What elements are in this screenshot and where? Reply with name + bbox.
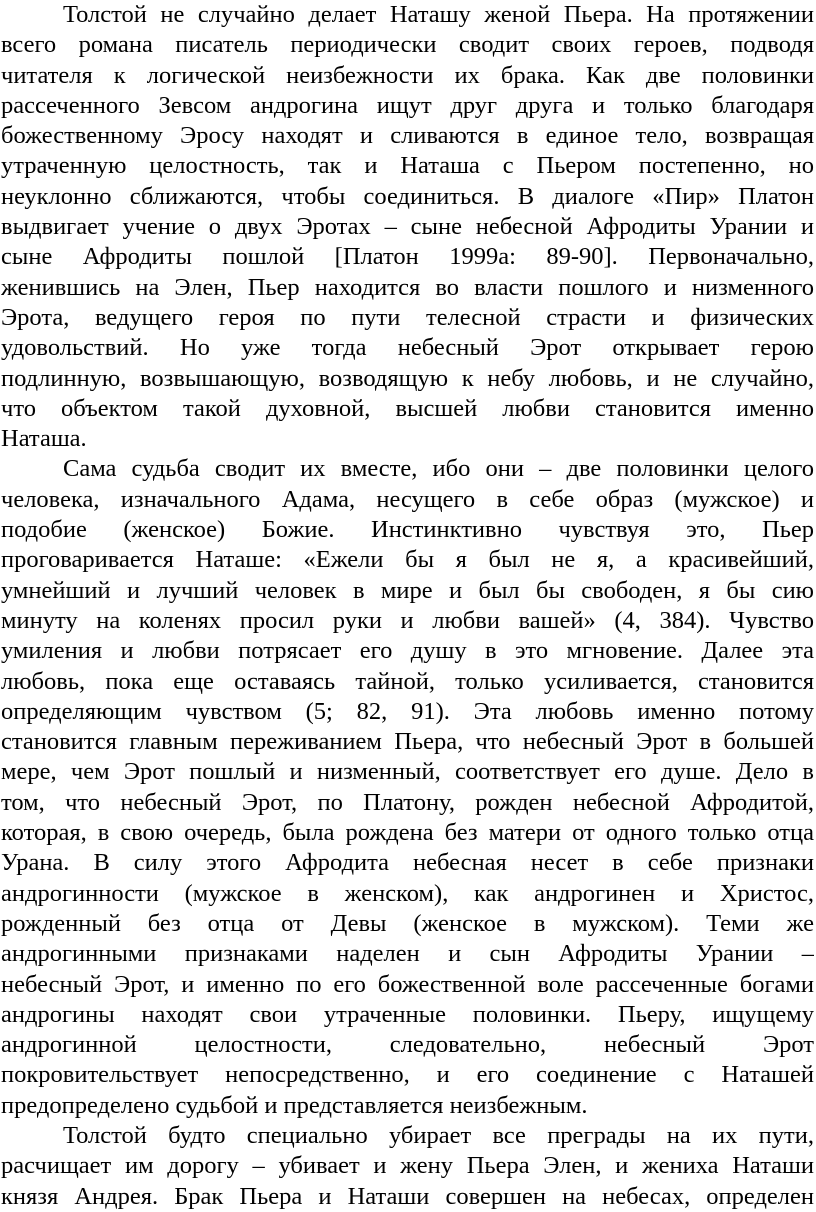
text-line: женившись на Элен, Пьер находится во власти пошлого и низменного [1,273,814,301]
text-line: минуту на коленях просил руки и любви вашей» (4, 384). Чувство [1,606,814,634]
text-line: том, что небесный Эрот, по Платону, рожден небесной Афродитой, [1,788,814,816]
text-line: Сама судьба сводит их вместе, ибо они – две половинки целого [63,455,814,483]
text-line: князя Андрея. Брак Пьера и Наташи совершен на небесах, определен [1,1182,814,1210]
text-line: расчищает им дорогу – убивает и жену Пьера Элен, и жениха Наташи [1,1152,814,1180]
text-line: рассеченного Зевсом андрогина ищут друг друга и только благодаря [1,91,814,119]
text-line: неуклонно сближаются, чтобы соединиться. В диалоге «Пир» Платон [1,182,814,210]
text-line: умнейший и лучший человек в мире и был бы свободен, я бы сию [1,576,814,604]
text-line: Наташа. [1,425,87,453]
text-line: определяющим чувством (5; 82, 91). Эта любовь именно потому [1,697,814,725]
text-line: удовольствий. Но уже тогда небесный Эрот открывает герою [1,334,814,362]
text-line: Эрота, ведущего героя по пути телесной страсти и физических [1,303,814,331]
text-line: утраченную целостность, так и Наташа с Пьером постепенно, но [1,152,814,180]
text-line: Урана. В силу этого Афродита небесная несет в себе признаки [1,849,814,877]
text-line: всего романа писатель периодически сводит своих героев, подводя [1,31,814,59]
text-line: мере, чем Эрот пошлый и низменный, соответствует его душе. Дело в [1,758,814,786]
text-line: любовь, пока еще оставаясь тайной, только усиливается, становится [1,667,814,695]
text-line: человека, изначального Адама, несущего в себе образ (мужское) и [1,485,814,513]
text-line: Толстой не случайно делает Наташу женой Пьера. На протяжении [63,1,814,28]
text-line: что объектом такой духовной, высшей любви становится именно [1,394,814,422]
text-line: читателя к логической неизбежности их брака. Как две половинки [1,61,814,89]
text-line: предопределено судьбой и представляется неизбежным. [1,1091,588,1119]
text-line: божественному Эросу находят и сливаются в единое тело, возвращая [1,122,814,150]
text-line: андрогинными признаками наделен и сын Афродиты Урании – [1,940,814,968]
text-line: становится главным переживанием Пьера, что небесный Эрот в большей [1,728,814,756]
paragraph [1,0,814,454]
text-line: проговаривается Наташе: «Ежели бы я был не я, а красивейший, [1,546,814,574]
text-line: подлинную, возвышающую, возводящую к небу любовь, и не случайно, [1,364,814,392]
text-line: покровительствует непосредственно, и его соединение с Наташей [1,1061,814,1089]
text-line: андрогины находят свои утраченные половинки. Пьеру, ищущему [1,1000,814,1028]
text-line: андрогинности (мужское в женском), как андрогинен и Христос, [1,879,814,907]
text-line: выдвигает учение о двух Эротах – сыне небесной Афродиты Урании и [1,213,814,241]
paragraph [1,1121,814,1212]
text-line: андрогинной целостности, следовательно, небесный Эрот [1,1031,814,1059]
text-line: которая, в свою очередь, была рождена без матери от одного только отца [1,819,814,847]
text-line: умиления и любви потрясает его душу в это мгновение. Далее эта [1,637,814,665]
text-line: сыне Афродиты пошлой [Платон 1999а: 89-90]. Первоначально, [1,243,814,271]
text-line: подобие (женское) Божие. Инстинктивно чувствуя это, Пьер [1,516,814,544]
paragraph [1,454,814,1121]
text-line: рожденный без отца от Девы (женское в мужском). Теми же [1,909,814,937]
text-line: небесный Эрот, и именно по его божественной воле рассеченные богами [1,970,814,998]
text-line: Толстой будто специально убирает все преграды на их пути, [63,1121,814,1149]
